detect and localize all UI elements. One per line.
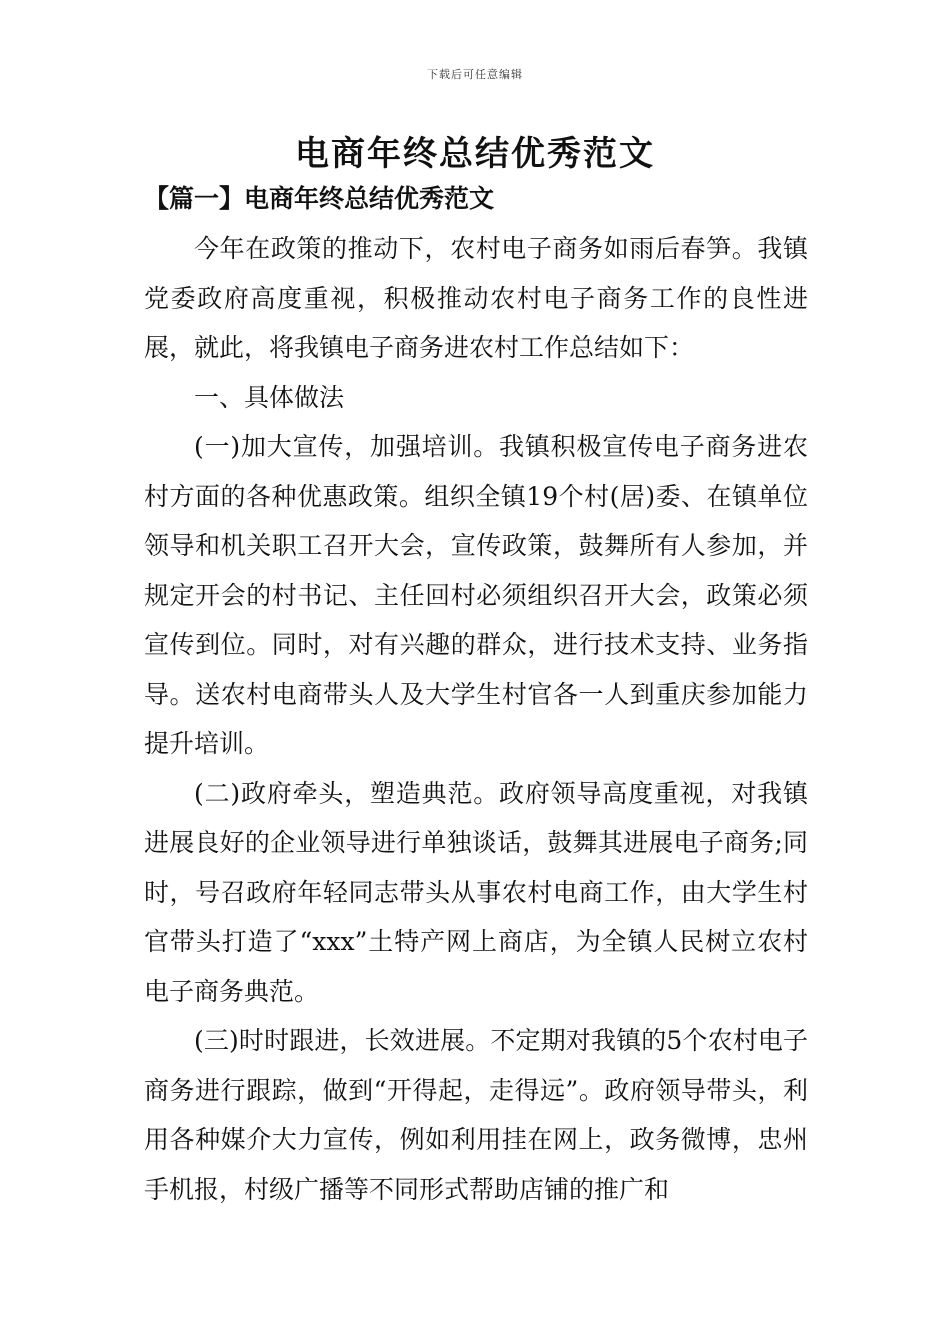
section-heading: 【篇一】电商年终总结优秀范文 [144, 184, 495, 213]
paragraph-intro: 今年在政策的推动下，农村电子商务如雨后春笋。我镇党委政府高度重视，积极推动农村电子商务工作的良性进展，就此，将我镇电子商务进农村工作总结如下： [144, 234, 808, 362]
subheading-practices: 一、具体做法 [194, 382, 345, 412]
paragraph-item-2: (二)政府牵头，塑造典范。政府领导高度重视，对我镇进展良好的企业领导进行单独谈话，鼓舞其进展电子商务;同时，号召政府年轻同志带头从事农村电商工作，由大学生村官带头打造了“xxx”土特产网上商店，为全镇人民树立农村电子商务典范。 [144, 778, 808, 1006]
header-note: 下载后可任意编辑 [427, 68, 523, 81]
paragraph-item-1: (一)加大宣传，加强培训。我镇积极宣传电子商务进农村方面的各种优惠政策。组织全镇19个村(居)委、在镇单位领导和机关职工召开大会，宣传政策，鼓舞所有人参加，并规定开会的村书记、主任回村必须组织召开大会，政策必须宣传到位。同时，对有兴趣的群众，进行技术支持、业务指导。送农村电商带头人及大学生村官各一人到重庆参加能力提升培训。 [144, 432, 808, 758]
paragraph-item-3: (三)时时跟进，长效进展。不定期对我镇的5个农村电子商务进行跟踪，做到“开得起，走得远”。政府领导带头，利用各种媒介大力宣传，例如利用挂在网上，政务微博，忠州手机报，村级广播等不同形式帮助店铺的推广和 [144, 1026, 808, 1204]
document-body [144, 224, 808, 1214]
document-title: 电商年终总结优秀范文 [295, 134, 655, 174]
